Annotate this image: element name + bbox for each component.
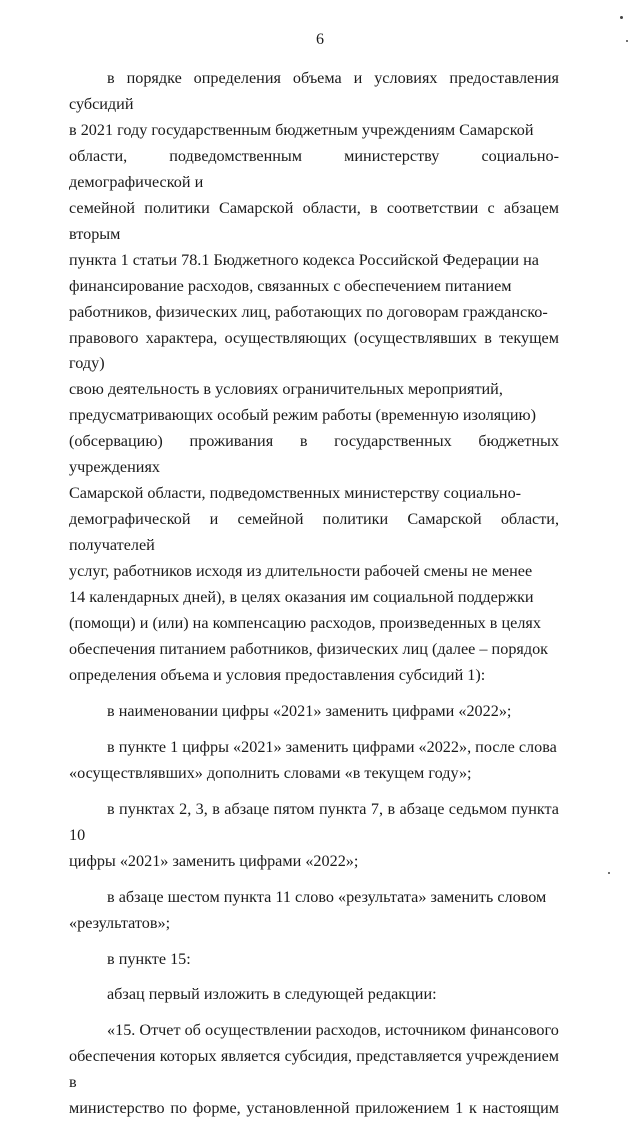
- text-line: демографической и семейной политики Самарской области, получателей: [69, 510, 559, 555]
- text-line: (обсервацию) проживания в государственных бюджетных учреждениях: [69, 432, 559, 477]
- paragraph: [69, 885, 559, 937]
- text-line: области, подведомственным министерству социально-демографической и: [69, 146, 559, 191]
- scan-speck: [626, 40, 628, 42]
- text-line: «результатов»;: [69, 913, 171, 932]
- text-line: министерство по форме, установленной приложением 1 к настоящим: [69, 1099, 559, 1118]
- text-line: «15. Отчет об осуществлении расходов, источником финансового: [107, 1021, 559, 1040]
- page-number: 6: [316, 31, 324, 48]
- text-line: обеспечения которых является субсидия, представляется учреждением в: [69, 1047, 559, 1092]
- scan-speck: [608, 872, 610, 874]
- text-line: в наименовании цифры «2021» заменить цифрами «2022»;: [107, 701, 512, 720]
- text-line: в пунктах 2, 3, в абзаце пятом пункта 7, в абзаце седьмом пункта 10: [69, 799, 559, 844]
- text-line: определения объема и условия предоставления субсидий 1):: [69, 665, 486, 684]
- text-line: 14 календарных дней), в целях оказания им социальной поддержки: [69, 588, 534, 607]
- text-line: в пункте 1 цифры «2021» заменить цифрами «2022», после слова: [107, 737, 557, 756]
- paragraph: [69, 947, 559, 973]
- text-line: услуг, работников исходя из длительности рабочей смены не менее: [69, 562, 533, 581]
- text-line: правового характера, осуществляющих (осуществлявших в текущем году): [69, 328, 559, 373]
- text-line: цифры «2021» заменить цифрами «2022»;: [69, 851, 359, 870]
- text-line: семейной политики Самарской области, в соответствии с абзацем вторым: [69, 198, 559, 243]
- paragraph: [69, 982, 559, 1008]
- document-body: [69, 66, 559, 1122]
- text-line: «осуществлявших» дополнить словами «в текущем году»;: [69, 763, 472, 782]
- text-line: в пункте 15:: [107, 949, 191, 968]
- text-line: предусматривающих особый режим работы (временную изоляцию): [69, 406, 537, 425]
- paragraph: [69, 735, 559, 787]
- text-line: обеспечения питанием работников, физических лиц (далее – порядок: [69, 639, 549, 658]
- text-line: в 2021 году государственным бюджетным учреждениям Самарской: [69, 120, 534, 139]
- text-line: Самарской области, подведомственных министерству социально-: [69, 484, 522, 503]
- text-line: абзац первый изложить в следующей редакции:: [107, 985, 437, 1004]
- text-line: в абзаце шестом пункта 11 слово «результата» заменить словом: [107, 887, 547, 906]
- text-line: пункта 1 статьи 78.1 Бюджетного кодекса Российской Федерации на: [69, 250, 539, 269]
- text-line: финансирование расходов, связанных с обеспечением питанием: [69, 276, 512, 295]
- text-line: (помощи) и (или) на компенсацию расходов, произведенных в целях: [69, 614, 541, 633]
- text-line: свою деятельность в условиях ограничительных мероприятий,: [69, 380, 503, 399]
- paragraph: [69, 699, 559, 725]
- text-line: в порядке определения объема и условиях предоставления субсидий: [69, 69, 559, 113]
- paragraph: [69, 797, 559, 875]
- paragraph-continuation: [69, 66, 559, 689]
- text-line: работников, физических лиц, работающих по договорам гражданско-: [69, 302, 548, 321]
- paragraph: [69, 1018, 559, 1122]
- scan-speck: [620, 16, 623, 19]
